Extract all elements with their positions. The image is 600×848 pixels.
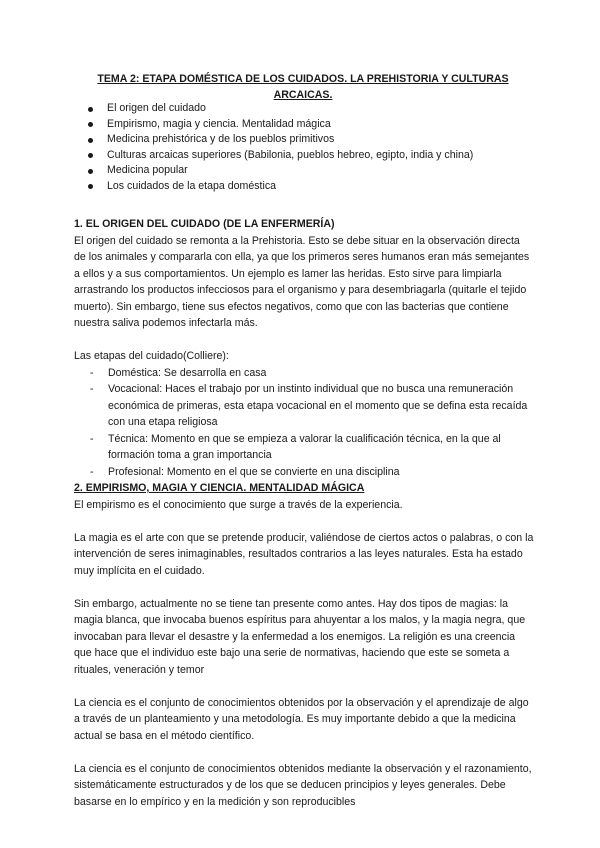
- list-item: Culturas arcaicas superiores (Babilonia, pueblos hebreo, egipto, india y china): [83, 148, 473, 164]
- paragraph: La magia es el arte con que se pretende producir, valiéndose de ciertos actos o palabras, o con la intervención de seres inimaginables, resultados contrarios a las leyes naturales. Esta ha estado muy implícita en el cuidado.: [74, 531, 534, 577]
- list-item: - Técnica: Momento en que se empieza a valorar la cualificación técnica, en la que al formación toma a gran importancia: [74, 431, 534, 464]
- list-item: - Doméstica: Se desarrolla en casa: [74, 365, 534, 382]
- section-heading: 2. EMPIRISMO, MAGIA Y CIENCIA. MENTALIDAD MÁGICA: [74, 482, 365, 494]
- topic-list: [83, 101, 473, 195]
- list-item: El origen del cuidado: [83, 101, 473, 117]
- list-item: - Profesional: Momento en el que se convierte en una disciplina: [74, 464, 534, 481]
- list-item: Los cuidados de la etapa doméstica: [83, 179, 473, 195]
- section-origin: [74, 216, 534, 480]
- list-item: Medicina prehistórica y de los pueblos primitivos: [83, 132, 473, 148]
- section-empirism: [74, 480, 534, 810]
- paragraph: Las etapas del cuidado(Colliere):: [74, 350, 229, 362]
- page-title: TEMA 2: ETAPA DOMÉSTICA DE LOS CUIDADOS. LA PREHISTORIA Y CULTURAS ARCAICAS.: [97, 73, 509, 101]
- paragraph: El origen del cuidado se remonta a la Prehistoria. Esto se debe situar en la observación directa de los animales y compararla con ella, ya que los primeros seres humanos eran más semejantes a ellos y a sus comportamientos. Un ejemplo es lamer las heridas. Esto sirve para limpiarla arrastrando los productos infecciosos para el organismo y para desembriagarla (quitarle el tejido muerto). Sin embargo, tiene sus efectos negativos, como que con las bacterias que contiene nuestra saliva podemos infectarla más.: [74, 234, 530, 329]
- list-item: Medicina popular: [83, 163, 473, 179]
- list-item: Empirismo, magia y ciencia. Mentalidad mágica: [83, 117, 473, 133]
- paragraph: Sin embargo, actualmente no se tiene tan presente como antes. Hay dos tipos de magias: la magia blanca, que invocaba buenos espíritus para ahuyentar a los malos, y la magia negra, que invocaban para llevar el desastre y la enfermedad a los enemigos. La religión es una creencia que hace que el individuo este bajo una serie de normativas, haciendo que este se someta a rituales, veneración y temor: [74, 597, 526, 676]
- paragraph: La ciencia es el conjunto de conocimientos obtenidos por la observación y el aprendizaje de algo a través de un planteamiento y una metodología. Es muy importante debido a que la medicina actual se basa en el método científico.: [74, 696, 529, 742]
- paragraph: La ciencia es el conjunto de conocimientos obtenidos mediante la observación y el razonamiento, sistemáticamente estructurados y de los que se deducen principios y leyes generales. Debe basarse en lo empírico y en la medición y son reproducibles: [74, 762, 532, 808]
- list-item: - Vocacional: Haces el trabajo por un instinto individual que no busca una remuneración económica de primeras, esta etapa vocacional en el momento que se defina esta recaída con una etapa religiosa: [74, 381, 534, 431]
- stages-list: [74, 365, 534, 481]
- section-heading: 1. EL ORIGEN DEL CUIDADO (DE LA ENFERMERÍA): [74, 218, 335, 230]
- paragraph: El empirismo es el conocimiento que surge a través de la experiencia.: [74, 498, 403, 511]
